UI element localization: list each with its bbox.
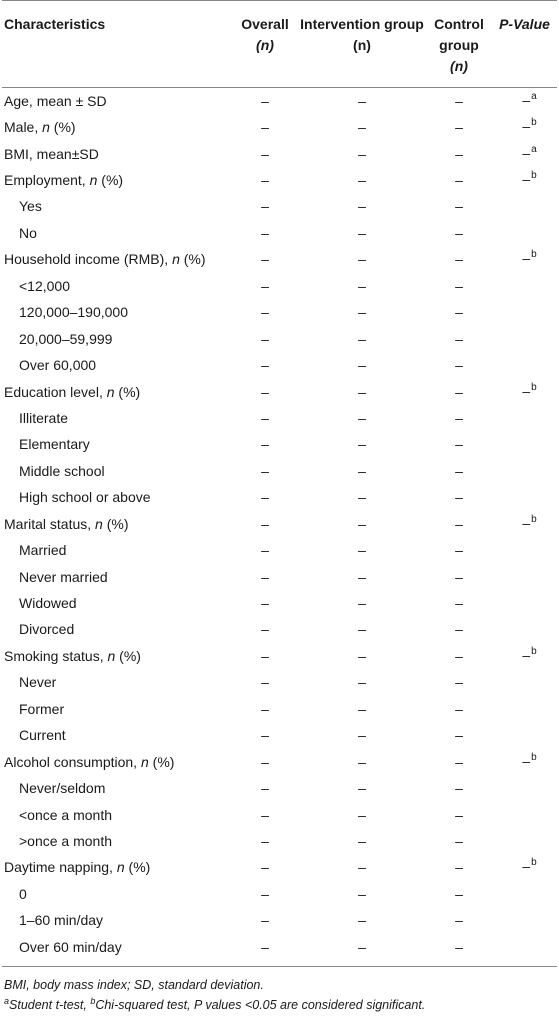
cell-pvalue [492,114,557,140]
table-row [2,749,557,775]
row-label-text: <once a month [19,806,113,823]
pvalue-value [522,171,536,190]
pvalue-dash: – [522,752,531,769]
header-control [426,1,492,88]
cell-pvalue [492,273,557,299]
row-label-n: n [106,383,115,400]
cell-overall: – [261,700,269,717]
cell-intervention: – [358,832,366,849]
pvalue-dash: – [522,646,531,663]
cell-overall: – [261,224,269,241]
row-label [2,802,232,828]
cell-pvalue [492,405,557,431]
row-label [2,537,232,563]
table-row [2,220,557,246]
pvalue-value [522,92,536,111]
cell-pvalue [492,458,557,484]
cell-pvalue [492,749,557,775]
cell-overall: – [261,383,269,400]
row-label-text: Never [19,674,57,691]
characteristics-table [2,0,557,966]
cell-control: – [455,938,463,955]
row-label-text: 0 [19,885,27,902]
row-label-n: n [107,647,116,664]
row-label-text: Marital status, [4,515,96,532]
pvalue-footnote-marker: b [531,751,537,763]
table-row [2,775,557,801]
row-label-unit: (%) [124,859,151,876]
cell-control: – [455,383,463,400]
cell-overall: – [261,647,269,664]
cell-intervention: – [358,145,366,162]
cell-control: – [455,727,463,744]
cell-overall: – [261,277,269,294]
pvalue-dash: – [522,171,531,188]
cell-intervention: – [358,198,366,215]
cell-control: – [455,145,463,162]
cell-overall: – [261,251,269,268]
cell-overall: – [261,727,269,744]
cell-overall: – [261,330,269,347]
table-row [2,326,557,352]
row-label [2,775,232,801]
table-row [2,88,557,115]
row-label [2,670,232,696]
pvalue-footnote-marker: b [531,513,537,525]
cell-intervention: – [358,912,366,929]
cell-overall: – [261,119,269,136]
pvalue-dash: – [522,514,531,531]
table-row [2,352,557,378]
pvalue-dash: – [522,91,531,108]
row-label-text: Married [19,542,67,559]
cell-control: – [455,92,463,109]
row-label-text: Elementary [19,436,90,453]
row-label [2,855,232,881]
table-row [2,934,557,966]
table-row [2,908,557,934]
row-label-text: Male, [4,119,43,136]
row-label-text: Never married [19,568,108,585]
cell-pvalue [492,300,557,326]
table-row [2,855,557,881]
row-label [2,934,232,966]
pvalue-value [522,250,536,269]
cell-control: – [455,806,463,823]
cell-pvalue [492,855,557,881]
table-row [2,617,557,643]
table-row [2,114,557,140]
cell-intervention: – [358,806,366,823]
cell-overall: – [261,595,269,612]
cell-pvalue [492,326,557,352]
row-label-n: n [89,172,98,189]
cell-intervention: – [358,568,366,585]
cell-overall: – [261,912,269,929]
table-row [2,696,557,722]
row-label [2,326,232,352]
cell-pvalue [492,590,557,616]
pvalue-footnote-marker: b [531,170,537,182]
cell-pvalue [492,723,557,749]
pvalue-dash: – [522,118,531,135]
cell-pvalue [492,696,557,722]
cell-overall: – [261,489,269,506]
pvalue-dash: – [522,382,531,399]
pvalue-value [522,118,536,137]
table-header [2,1,557,88]
cell-overall: – [261,938,269,955]
cell-overall: – [261,145,269,162]
row-label-text: Over 60 min/day [19,938,122,955]
row-label-text: High school or above [19,489,151,506]
table-row [2,881,557,907]
table-row [2,432,557,458]
table-row [2,141,557,167]
cell-intervention: – [358,885,366,902]
cell-control: – [455,832,463,849]
pvalue-dash: – [522,144,531,161]
row-label [2,643,232,669]
pvalue-value [522,753,536,772]
row-label-n: n [116,859,125,876]
footnote-a-text: Student t-test, [9,998,91,1013]
row-label-text: Yes [19,198,42,215]
cell-overall: – [261,304,269,321]
cell-overall: – [261,409,269,426]
row-label-unit: (%) [115,647,141,664]
cell-intervention: – [358,224,366,241]
cell-control: – [455,780,463,797]
header-pvalue [492,1,557,88]
table-row [2,300,557,326]
row-label [2,247,232,273]
row-label-unit: (%) [97,172,124,189]
cell-control: – [455,277,463,294]
footnote-a-marker: a [4,996,10,1007]
row-label-unit: (%) [49,119,76,136]
cell-overall: – [261,806,269,823]
row-label-text: Current [19,727,66,744]
row-label-text: 120,000–190,000 [19,304,128,321]
row-label-text: Smoking status, [4,647,108,664]
table-footnotes [0,967,559,1016]
cell-pvalue [492,537,557,563]
footnote-b-text: Chi-squared test, P values <0.05 are considered significant. [95,998,426,1013]
row-label-text: BMI, mean±SD [4,145,99,162]
table-row [2,643,557,669]
cell-pvalue [492,167,557,193]
table-row [2,590,557,616]
row-label-text: Middle school [19,462,105,479]
cell-overall: – [261,621,269,638]
cell-pvalue [492,352,557,378]
cell-control: – [455,542,463,559]
row-label-text: Employment, [4,172,90,189]
row-label [2,141,232,167]
row-label [2,405,232,431]
header-control-label: Control group [434,16,484,53]
footnote-b-marker: b [90,996,96,1007]
row-label [2,273,232,299]
cell-intervention: – [358,595,366,612]
cell-pvalue [492,432,557,458]
cell-pvalue [492,379,557,405]
cell-intervention: – [358,542,366,559]
cell-overall: – [261,515,269,532]
row-label-text: 1–60 min/day [19,912,104,929]
cell-intervention: – [358,251,366,268]
header-overall [232,1,298,88]
cell-intervention: – [358,753,366,770]
cell-control: – [455,304,463,321]
cell-overall: – [261,92,269,109]
table-row [2,564,557,590]
cell-pvalue [492,247,557,273]
pvalue-dash: – [522,858,531,875]
cell-control: – [455,357,463,374]
cell-pvalue [492,617,557,643]
row-label [2,220,232,246]
row-label [2,167,232,193]
cell-control: – [455,119,463,136]
pvalue-footnote-marker: b [531,117,537,129]
cell-intervention: – [358,436,366,453]
table-row [2,670,557,696]
cell-control: – [455,647,463,664]
cell-control: – [455,674,463,691]
cell-overall: – [261,885,269,902]
cell-control: – [455,409,463,426]
cell-control: – [455,912,463,929]
footnote-tests [4,995,559,1016]
cell-intervention: – [358,172,366,189]
row-label-text: Never/seldom [19,780,106,797]
header-overall-n: (n) [256,37,274,53]
cell-intervention: – [358,859,366,876]
header-intervention: Intervention group (n) [300,16,424,53]
row-label [2,828,232,854]
row-label [2,749,232,775]
cell-intervention: – [358,330,366,347]
cell-control: – [455,885,463,902]
table-row [2,828,557,854]
cell-intervention: – [358,515,366,532]
row-label-text: Age, mean ± SD [4,92,107,109]
cell-overall: – [261,357,269,374]
row-label-unit: (%) [114,383,141,400]
cell-intervention: – [358,647,366,664]
pvalue-footnote-marker: a [531,143,537,155]
cell-pvalue [492,220,557,246]
row-label-text: Daytime napping, [4,859,117,876]
cell-pvalue [492,511,557,537]
row-label-text: 20,000–59,999 [19,330,113,347]
cell-pvalue [492,828,557,854]
cell-overall: – [261,859,269,876]
row-label-unit: (%) [102,515,129,532]
cell-pvalue [492,564,557,590]
cell-overall: – [261,462,269,479]
header-overall-label: Overall [241,16,289,32]
cell-intervention: – [358,621,366,638]
cell-pvalue [492,670,557,696]
cell-pvalue [492,194,557,220]
cell-overall: – [261,436,269,453]
cell-control: – [455,859,463,876]
cell-intervention: – [358,780,366,797]
table-row [2,247,557,273]
row-label [2,485,232,511]
row-label-n: n [172,251,180,268]
pvalue-footnote-marker: b [531,645,537,657]
row-label-unit: (%) [148,753,175,770]
table-row [2,379,557,405]
row-label-text: Widowed [19,595,77,612]
row-label-text: Illiterate [19,409,69,426]
cell-control: – [455,621,463,638]
row-label [2,723,232,749]
cell-control: – [455,462,463,479]
row-label [2,300,232,326]
row-label-text: Over 60,000 [19,357,97,374]
cell-overall: – [261,542,269,559]
cell-control: – [455,436,463,453]
cell-pvalue [492,485,557,511]
cell-pvalue [492,802,557,828]
cell-control: – [455,224,463,241]
cell-intervention: – [358,119,366,136]
cell-control: – [455,753,463,770]
pvalue-footnote-marker: b [531,381,537,393]
cell-overall: – [261,753,269,770]
row-label [2,908,232,934]
cell-pvalue [492,881,557,907]
cell-intervention: – [358,700,366,717]
cell-intervention: – [358,277,366,294]
header-control-n: (n) [450,58,468,74]
cell-overall: – [261,568,269,585]
row-label [2,617,232,643]
cell-pvalue [492,643,557,669]
cell-pvalue [492,908,557,934]
row-label [2,114,232,140]
row-label [2,696,232,722]
cell-overall: – [261,172,269,189]
header-characteristics: Characteristics [4,16,106,32]
row-label [2,881,232,907]
row-label-text: Alcohol consumption, [4,753,141,770]
cell-intervention: – [358,357,366,374]
cell-intervention: – [358,727,366,744]
cell-control: – [455,568,463,585]
pvalue-value [522,383,536,402]
row-label-text: Divorced [19,621,75,638]
pvalue-footnote-marker: b [531,857,537,869]
header-pvalue-label: P-Value [499,16,550,32]
cell-control: – [455,515,463,532]
row-label [2,511,232,537]
row-label-unit: (%) [179,251,206,268]
table-row [2,723,557,749]
cell-overall: – [261,780,269,797]
cell-overall: – [261,674,269,691]
cell-pvalue [492,88,557,115]
row-label [2,352,232,378]
table-row [2,802,557,828]
cell-intervention: – [358,409,366,426]
row-label [2,458,232,484]
table-row [2,194,557,220]
row-label-text: Education level, [4,383,107,400]
row-label [2,194,232,220]
cell-control: – [455,489,463,506]
row-label [2,590,232,616]
row-label-n: n [95,515,103,532]
pvalue-dash: – [522,250,531,267]
pvalue-value [522,858,536,877]
row-label-text: Former [19,700,65,717]
footnote-abbreviations: BMI, body mass index; SD, standard deviation. [4,978,264,993]
cell-intervention: – [358,304,366,321]
table-row [2,537,557,563]
row-label [2,88,232,115]
cell-control: – [455,251,463,268]
table-row [2,167,557,193]
cell-control: – [455,700,463,717]
cell-intervention: – [358,383,366,400]
row-label [2,432,232,458]
row-label-text: >once a month [19,832,113,849]
cell-control: – [455,172,463,189]
cell-pvalue [492,934,557,966]
table-row [2,458,557,484]
header-row [2,1,557,88]
pvalue-footnote-marker: b [531,249,537,261]
cell-intervention: – [358,938,366,955]
cell-intervention: – [358,674,366,691]
row-label [2,564,232,590]
row-label [2,379,232,405]
table-row [2,511,557,537]
cell-control: – [455,595,463,612]
row-label-n: n [140,753,149,770]
pvalue-value [522,145,536,164]
cell-control: – [455,330,463,347]
row-label-text: Household income (RMB), [4,251,173,268]
pvalue-value [522,515,536,534]
cell-intervention: – [358,462,366,479]
cell-pvalue [492,775,557,801]
table-row [2,273,557,299]
cell-intervention: – [358,92,366,109]
cell-pvalue [492,141,557,167]
pvalue-value [522,647,536,666]
row-label-n: n [42,119,50,136]
cell-intervention: – [358,489,366,506]
table-row [2,405,557,431]
cell-overall: – [261,832,269,849]
cell-overall: – [261,198,269,215]
row-label-text: <12,000 [19,277,70,294]
table-body [2,88,557,967]
row-label-text: No [19,224,37,241]
cell-control: – [455,198,463,215]
table-row [2,485,557,511]
pvalue-footnote-marker: a [531,90,537,102]
